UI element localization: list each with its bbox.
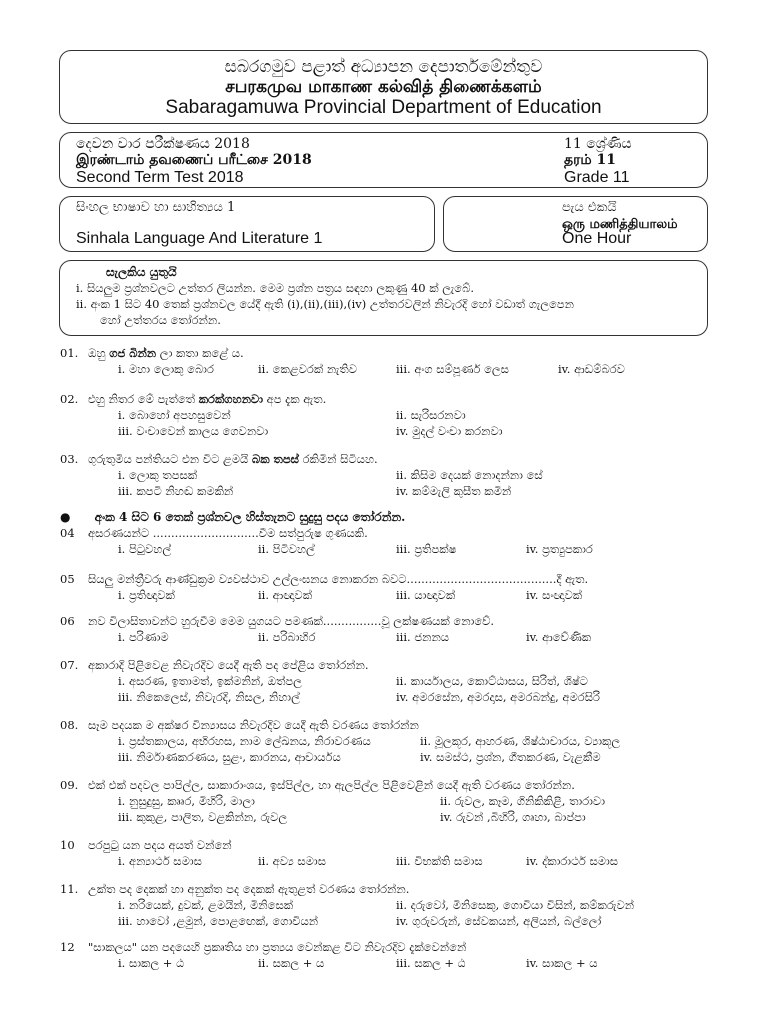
option[interactable]: iv. ගුරුවරුන්, සේවකයන්, අලියන්, බල්ලෝ xyxy=(396,914,602,928)
option[interactable]: iii. අංග සම්පූර්ණ ලෙස xyxy=(396,362,509,376)
option[interactable]: iv. අමරසේන, අමරදාස, අමරබන්දු, අමරසිරි xyxy=(396,690,600,704)
question-number: 10 xyxy=(60,838,75,852)
duration-tamil: ஒரு மணித்தியாலம் xyxy=(562,217,678,232)
option[interactable]: ii. දරුවෝ, මිනිසෙකු, ගොවියා විසින්, කම්කරුවන් xyxy=(396,898,635,912)
option[interactable]: i. ප්‍රතිඥාවක් xyxy=(118,588,175,602)
option[interactable]: i. නුසුදුසු, කෲර, මිහිරි, මාලා xyxy=(118,794,255,808)
option[interactable]: iv. රුවන් ,බිහිරි, ගෘහා, බාප්පා xyxy=(440,810,586,824)
department-name-sinhala: සබරගමුව පළාත් අධ්‍යාපන දෙපාර්තමේන්තුව xyxy=(224,57,543,77)
question-number: 05 xyxy=(60,572,75,586)
option[interactable]: ii. කෙළවරක් නැතිව xyxy=(258,362,357,376)
option[interactable]: i. බොහෝ අපහසුවෙන් xyxy=(118,408,231,422)
instructions-title: සැලකිය යුතුයි xyxy=(106,265,177,279)
option[interactable]: iii. විභක්ති සමාස xyxy=(396,854,483,868)
option[interactable]: ii. අව්‍ය සමාස xyxy=(258,854,326,868)
option[interactable]: i. අන්‍යාර්ථ සමාස xyxy=(118,854,202,868)
question-text: උක්ත පද දෙකක් හා අනුක්ත පද දෙකක් ඇතුළත් වරණය තෝරන්න. xyxy=(88,882,410,896)
option[interactable]: iii. ප්‍රතිපක්ෂ xyxy=(396,542,457,556)
question-text-post: අප දැක ඇත. xyxy=(262,392,327,406)
question-number: 04 xyxy=(60,526,75,540)
option[interactable]: ii. පිටිවහල් xyxy=(258,542,315,556)
instruction-item: හෝ උත්තරය තෝරන්න. xyxy=(100,313,221,327)
option[interactable]: iii. නිර්මාණකරණය, සුළං, කාරනය, ආචාර්යය xyxy=(118,750,341,764)
option[interactable]: iii. හාවෝ ,ළමුන්, පොළඟෙක්, ගොවියන් xyxy=(118,914,319,928)
option[interactable]: i. පරිණාම xyxy=(118,630,169,644)
option[interactable]: iii. වංචාවෙන් කාලය ගෙවනවා xyxy=(118,424,269,438)
option[interactable]: ii. සකල + ය xyxy=(258,956,325,970)
question-text: අකාරාදි පිළිවෙළ නිවැරදිව යෙදී ඇති පද පේළිය තෝරන්න. xyxy=(88,658,369,672)
option[interactable]: iv. සමස්ථ, ප්‍රශ්න, ගීතකරණ, වැළකීම xyxy=(420,750,601,764)
option[interactable]: iv. ආඩම්බරව xyxy=(558,362,625,376)
grade-block xyxy=(564,136,632,187)
option[interactable]: iv. ආවේණික xyxy=(526,630,592,644)
section-note xyxy=(60,510,405,525)
option[interactable]: iv. ද්කාරාර්ථ සමාස xyxy=(526,854,619,868)
question-highlight: කරක්ගහනවා xyxy=(198,392,263,406)
option[interactable]: iii. කපටි නිහඬ කමකින් xyxy=(118,484,234,498)
question-text xyxy=(88,346,244,361)
duration-box xyxy=(443,196,708,252)
question-text-post: ලා කතා කළේ ය. xyxy=(156,346,244,360)
grade-english: Grade 11 xyxy=(564,169,630,186)
instruction-item: ii. අංක 1 සිට 40 තෙක් ප්‍රශ්නවල යේදී ඇති (i),(ii),(iii),(iv) උත්තරවලින් නිවැරදි හෝ වඩාත් ගැලපෙන xyxy=(76,297,574,311)
question-text-post: රකිමින් සිටියහ. xyxy=(298,452,378,466)
option[interactable]: ii. රුවල, කෑම, ගිනිකිකිළි, තාරාවා xyxy=(440,794,605,808)
question-text: අසරණයන්ට .............................වීම සත්පුරුෂ ගුණයකි. xyxy=(88,526,368,540)
question-highlight: ගජ බින්න xyxy=(109,346,157,360)
question-number: 11. xyxy=(60,882,79,896)
option[interactable]: iv. මුදල් වංචා කරනවා xyxy=(396,424,503,438)
question-highlight: බක තපස් xyxy=(251,452,299,466)
option[interactable]: iv. සංඥාවක් xyxy=(526,588,583,602)
exam-title-english: Second Term Test 2018 xyxy=(76,169,244,186)
bullet-icon: ● xyxy=(60,510,71,524)
question-number: 01. xyxy=(60,346,79,360)
question-number: 12 xyxy=(60,940,75,954)
question-number: 02. xyxy=(60,392,79,406)
option[interactable]: iv. කම්මැලි කුසීත කමින් xyxy=(396,484,512,498)
option[interactable]: ii. පරිබාහිර xyxy=(258,630,316,644)
question-text: පරපුටු යන පදය අයත් වන්නේ xyxy=(88,838,232,852)
question-text-pre: ගුරුතුමිය පන්තියට එන විට ළමයි xyxy=(88,452,252,466)
question-text: එක් එක් පදවල පාපිල්ල, සාකාරාංශය, ඉස්පිල්ල, හා ඇලපිල්ල පිළිවෙළින් යෙදී ඇති වරණය තෝරන්න. xyxy=(88,778,575,792)
question-text-pre: එහු නිතර මේ පැත්තේ xyxy=(88,392,199,406)
instruction-item: i. සියලුම ප්‍රශ්නවලට උත්තර ලියන්න. මෙම ප්‍රශ්න පත්‍රය සඳහා ලකුණු 40 ක් ලැබේ. xyxy=(76,281,474,295)
exam-info-box xyxy=(59,132,708,188)
subject-box xyxy=(59,196,435,252)
question-text: සියලු මන්ත්‍රීවරු ආණ්ඩුක්‍රම ව්‍යවස්ථාව උල්ලංඝනය නොකරන බවට.........................................දී ඇත. xyxy=(88,572,589,586)
option[interactable]: i. මහා ලොකු බොර xyxy=(118,362,214,376)
subject-sinhala: සිංහල භාෂාව හා සාහිත්‍යය 1 xyxy=(76,200,236,215)
option[interactable]: ii. කාර්යාලය, කොට්ඨාසය, සිරිත්, ශිෂ්ට xyxy=(396,674,588,688)
grade-tamil: தரம் 11 xyxy=(564,152,616,168)
question-text-pre: ඔහු xyxy=(88,346,110,360)
option[interactable]: ii. ආඥාවක් xyxy=(258,588,313,602)
question-number: 08. xyxy=(60,718,79,732)
option[interactable]: iii. කුකුළ, පාලිත, වළකින්න, රුවල xyxy=(118,810,288,824)
duration-english: One Hour xyxy=(562,230,632,247)
option[interactable]: i. ලොකු තපසක් xyxy=(118,468,198,482)
option[interactable]: i. පිටුවහල් xyxy=(118,542,172,556)
option[interactable]: iii. ජනනය xyxy=(396,630,450,644)
question-number: 09. xyxy=(60,778,79,792)
option[interactable]: i. සාකල + ඨ xyxy=(118,956,184,970)
section-note-text: අංක 4 සිට 6 තෙක් ප්‍රශ්නවල හිස්තැනට සුදුසු පදය තෝරන්න. xyxy=(94,510,406,524)
option[interactable]: ii. කිසිම දෙයක් නොදන්නා සේ xyxy=(396,468,543,482)
option[interactable]: iii. නිකෙලෙස්, නිවැරදි, නිසල, නිහාල් xyxy=(118,690,300,704)
grade-sinhala: 11 ශ්‍රේණිය xyxy=(564,136,632,152)
department-name-english: Sabaragamuwa Provincial Department of Education xyxy=(165,97,602,118)
question-text: "සාකලය" යන පදයෙහි ප්‍රකෘතිය හා ප්‍රත්‍යය වෙන්කළ විට නිවැරදිව දැක්වෙන්නේ xyxy=(88,940,467,954)
option[interactable]: iv. ප්‍රත්‍යුපකාර xyxy=(526,542,593,556)
question-number: 07. xyxy=(60,658,79,672)
question-number: 03. xyxy=(60,452,79,466)
question-text xyxy=(88,392,326,407)
option[interactable]: i. අසරණ, ඉතාමත්, ඉක්මනින්, ඔත්පල xyxy=(118,674,302,688)
question-text: නව විලාසිතාවන්ට හුරුවීම මෙම යුගයට පමණක්................වූ ලක්ෂණයක් නොවේ. xyxy=(88,614,495,628)
option[interactable]: iv. සාකල + ය xyxy=(526,956,598,970)
department-name-tamil: சபரகமுவ மாகாண கல்வித் திணைக்களம் xyxy=(225,77,542,97)
exam-title-sinhala: දෙවන වාර පරීක්ෂණය 2018 xyxy=(76,136,250,152)
question-text: සෑම පදයක ම අක්ෂර වින්‍යාසය නිවැරදිව යෙදී ඇති වරණය තෝරන්න xyxy=(88,718,419,732)
question-text xyxy=(88,452,378,467)
option[interactable]: i. නරියෙක්, දුවක්, ළමයින්, මිනිසෙක් xyxy=(118,898,294,912)
instructions-box xyxy=(59,260,708,336)
duration-sinhala: පැය එකයි xyxy=(562,200,617,215)
subject-english: Sinhala Language And Literature 1 xyxy=(76,230,323,247)
option[interactable]: iii. සකල + ඨ xyxy=(396,956,466,970)
department-header xyxy=(59,50,708,124)
exam-title-block xyxy=(76,136,312,187)
option[interactable]: ii. මූලකූර, ආහරණ, ශිෂ්ඨාචාරය, ව්‍යාකූල xyxy=(420,734,621,748)
question-number: 06 xyxy=(60,614,75,628)
option[interactable]: ii. සැරිසරනවා xyxy=(396,408,466,422)
option[interactable]: i. ප්‍රස්තකාලය, අභිරහස, නාම ලේඛනය, නිරාවරණය xyxy=(118,734,371,748)
option[interactable]: iii. යාඥාවක් xyxy=(396,588,456,602)
exam-title-tamil: இரண்டாம் தவணைப் பரீட்சை 2018 xyxy=(76,152,312,168)
